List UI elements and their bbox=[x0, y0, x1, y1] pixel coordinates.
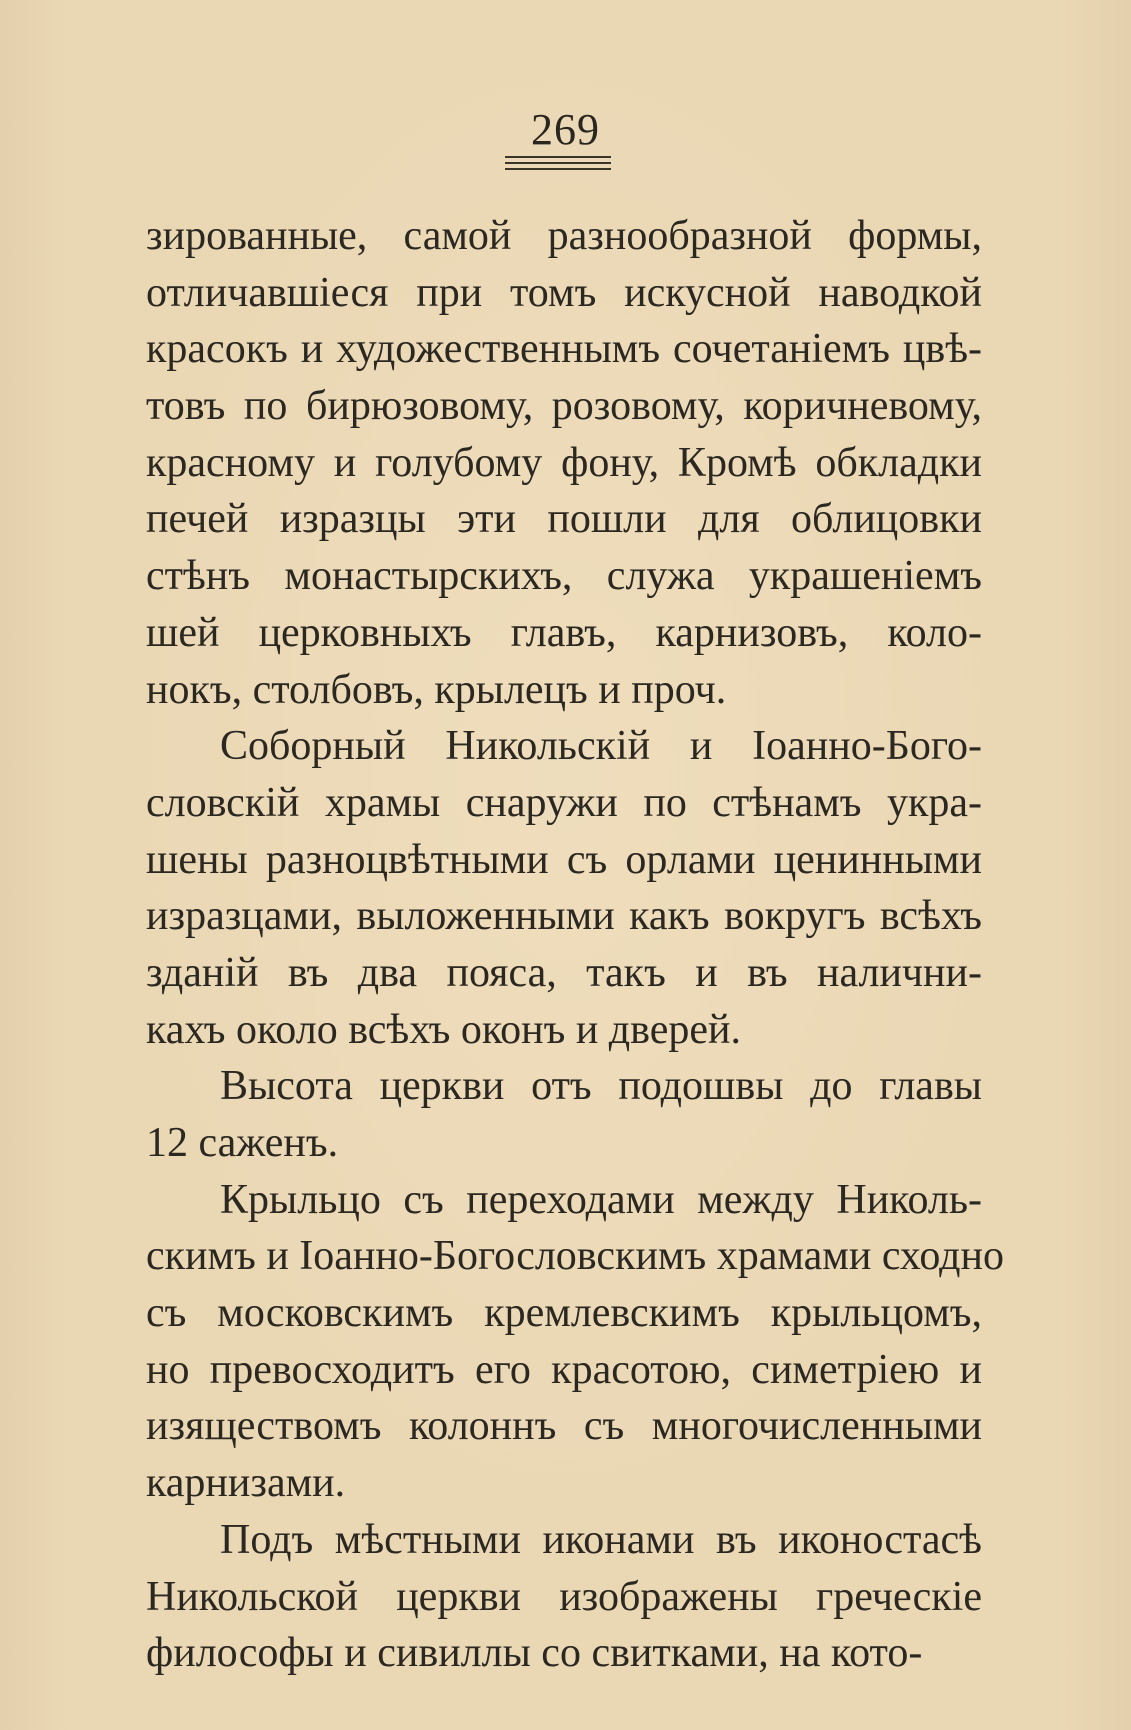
text-line: зированные, самой разнообразной формы, bbox=[146, 213, 982, 259]
text-line: нокъ, столбовъ, крылецъ и проч. bbox=[146, 666, 727, 713]
text-line: зданій въ два пояса, такъ и въ налични- bbox=[146, 949, 982, 996]
text-line: стѣнъ монастырскихъ, служа украшеніемъ bbox=[146, 553, 982, 600]
text-line: товъ по бирюзовому, розовому, коричневому, bbox=[146, 383, 982, 430]
paragraph bbox=[146, 1512, 982, 1682]
text-line: 12 саженъ. bbox=[146, 1120, 339, 1166]
text-line: но превосходитъ его красотою, симетріею и bbox=[146, 1346, 982, 1393]
header-rule-bottom bbox=[505, 168, 611, 170]
text-line: карнизами. bbox=[146, 1460, 346, 1507]
text-line: Соборный Никольскій и Іоанно-Бого- bbox=[220, 723, 982, 770]
text-line: красокъ и художественнымъ сочетаніемъ цвѣ- bbox=[146, 326, 982, 373]
text-line: шены разноцвѣтными съ орлами ценинными bbox=[146, 836, 982, 883]
page-number: 269 bbox=[531, 105, 600, 154]
body-text bbox=[146, 208, 1004, 1682]
text-line: отличавшіеся при томъ искусной наводкой bbox=[146, 269, 982, 316]
text-line: шей церковныхъ главъ, карнизовъ, коло- bbox=[146, 609, 982, 656]
paragraph bbox=[146, 208, 982, 718]
text-line: изразцами, выложенными какъ вокругъ всѣхъ bbox=[146, 893, 982, 940]
text-line: философы и сивиллы со свитками, на кото- bbox=[146, 1630, 923, 1677]
text-line: красному и голубому фону, Кромѣ обкладки bbox=[146, 439, 982, 486]
header-rule-middle bbox=[505, 162, 611, 164]
text-line: Высота церкви отъ подошвы до главы bbox=[220, 1063, 982, 1110]
text-line: съ московскимъ кремлевскимъ крыльцомъ, bbox=[146, 1290, 982, 1337]
text-line: кахъ около всѣхъ оконъ и дверей. bbox=[146, 1006, 742, 1053]
text-line: Подъ мѣстными иконами въ иконостасѣ bbox=[220, 1516, 982, 1563]
text-line: печей изразцы эти пошли для облицовки bbox=[146, 496, 982, 543]
text-line: скимъ и Іоанно-Богословскимъ храмами сходно bbox=[146, 1233, 1004, 1280]
paragraph bbox=[146, 1058, 982, 1171]
paragraph bbox=[146, 718, 982, 1058]
paragraph bbox=[146, 1172, 1004, 1512]
text-line: изяществомъ колоннъ съ многочисленными bbox=[146, 1403, 982, 1450]
header-rule-top bbox=[505, 156, 611, 158]
text-line: Никольской церкви изображены греческіе bbox=[146, 1573, 982, 1620]
text-line: Крыльцо съ переходами между Николь- bbox=[220, 1176, 982, 1223]
text-line: словскій храмы снаружи по стѣнамъ укра- bbox=[146, 779, 982, 826]
